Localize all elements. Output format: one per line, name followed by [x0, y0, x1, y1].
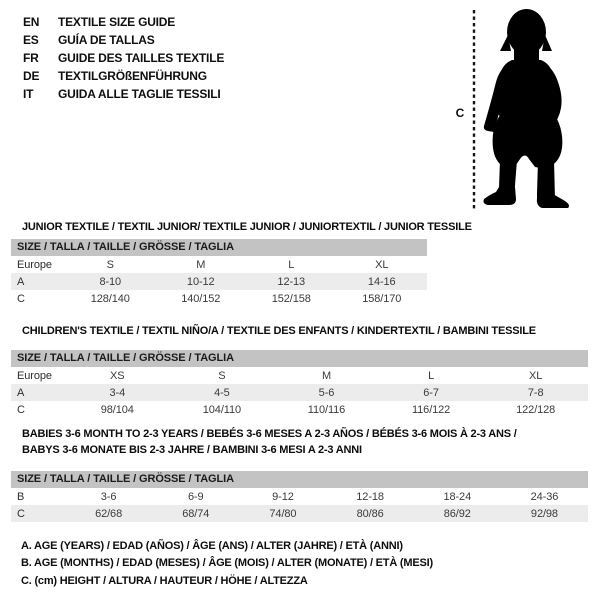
table-cell: 6-9 [187, 490, 204, 503]
table-cell: 5-6 [318, 386, 335, 399]
table-cell: 80/86 [356, 507, 384, 520]
table-body [11, 256, 427, 307]
language-code: IT [23, 87, 34, 101]
table-body [11, 367, 588, 418]
table-cell: 68/74 [182, 507, 210, 520]
table-cell: 8-10 [99, 275, 122, 288]
table-cell: 116/122 [411, 403, 451, 416]
table-title [22, 323, 536, 339]
table-cell: 98/104 [100, 403, 134, 416]
table-row [11, 488, 588, 505]
table-cell: 140/152 [181, 292, 221, 305]
table-title-line: BABYS 3-6 MONATE BIS 2-3 JAHRE / BAMBINI 3-6 MESI A 2-3 ANNI [22, 444, 362, 456]
row-label: A [17, 386, 25, 399]
table-row [11, 401, 588, 418]
toddler-silhouette [450, 2, 600, 214]
table-cell: L [288, 258, 295, 271]
table-cell: 86/92 [443, 507, 471, 520]
row-label: Europe [17, 258, 52, 271]
table-cell: 6-7 [423, 386, 439, 399]
row-label: A [17, 275, 25, 288]
table-cell: 122/128 [516, 403, 556, 416]
language-code: ES [23, 33, 39, 47]
table-cell: 12-13 [277, 275, 306, 288]
table-cell: 128/140 [90, 292, 130, 305]
table-cell: 7-8 [527, 386, 544, 399]
table-cell: S [106, 258, 114, 271]
table-cell: XS [110, 369, 125, 382]
language-code: DE [23, 69, 40, 83]
language-code: EN [23, 15, 40, 29]
table-cell: 74/80 [269, 507, 297, 520]
language-row [23, 49, 224, 67]
table-title [22, 426, 517, 458]
table-cell: 3-4 [109, 386, 126, 399]
table-cell: M [321, 369, 332, 382]
table-cell: 3-6 [100, 490, 117, 503]
table-cell: 10-12 [186, 275, 215, 288]
language-code: FR [23, 51, 39, 65]
table-title-line: BABIES 3-6 MONTH TO 2-3 YEARS / BEBÉS 3-6 MESES A 2-3 AÑOS / BÉBÉS 3-6 MOIS À 2-3 ANS / [22, 428, 517, 440]
table-cell: 158/170 [362, 292, 402, 305]
table-row [11, 367, 588, 384]
footnote: B. AGE (MONTHS) / EDAD (MESES) / ÂGE (MOIS) / ALTER (MONATE) / ETÀ (MESI) [21, 557, 433, 570]
table-row [11, 256, 427, 273]
silhouette-neck [514, 46, 539, 62]
row-label: C [17, 292, 25, 305]
table-cell: S [218, 369, 226, 382]
language-row [23, 85, 224, 103]
row-label: Europe [17, 369, 52, 382]
table-cell: 24-36 [530, 490, 559, 503]
footnote: A. AGE (YEARS) / EDAD (AÑOS) / ÂGE (ANS) / ALTER (JAHRE) / ETÀ (ANNI) [21, 540, 403, 552]
row-label: C [17, 507, 25, 520]
table-cell: 104/110 [202, 403, 242, 416]
footnote-list [21, 538, 433, 590]
table-row [11, 384, 588, 401]
table-cell: 18-24 [443, 490, 472, 503]
table-cell: 92/98 [530, 507, 558, 520]
table-cell: 152/158 [271, 292, 311, 305]
table-title-line: CHILDREN'S TEXTILE / TEXTIL NIÑO/A / TEXTILE DES ENFANTS / KINDERTEXTIL / BAMBINI TESSILE [22, 325, 536, 337]
table-title-line: JUNIOR TEXTILE / TEXTIL JUNIOR/ TEXTILE JUNIOR / JUNIORTEXTIL / JUNIOR TESSILE [22, 221, 472, 233]
language-row [23, 67, 224, 85]
children-size-table [11, 350, 588, 418]
silhouette-foot-left [484, 187, 517, 205]
footnote: C. (cm) HEIGHT / ALTURA / HAUTEUR / HÖHE / ALTEZZA [21, 574, 308, 587]
table-cell: 4-5 [214, 386, 230, 399]
row-label: C [17, 403, 25, 416]
table-row [11, 290, 427, 307]
language-list [23, 13, 224, 103]
language-label: GUÍA DE TALLAS [58, 33, 155, 47]
height-measure-label: C [455, 106, 465, 120]
table-cell: 9-12 [272, 490, 294, 503]
table-title [22, 219, 472, 235]
table-body [11, 488, 588, 522]
language-label: TEXTILE SIZE GUIDE [58, 15, 176, 29]
language-label: GUIDE DES TAILLES TEXTILE [58, 51, 225, 65]
language-label: TEXTILGRÖßENFÜHRUNG [58, 69, 207, 83]
language-label: GUIDA ALLE TAGLIE TESSILI [58, 87, 221, 101]
table-cell: 12-18 [356, 490, 384, 503]
language-row [23, 31, 224, 49]
table-cell: 62/68 [95, 507, 123, 520]
table-cell: XL [529, 369, 543, 382]
table-cell: L [428, 369, 435, 382]
table-cell: 110/116 [307, 403, 346, 416]
row-label: B [17, 490, 25, 503]
table-cell: XL [375, 258, 389, 271]
language-row [23, 13, 224, 31]
junior-size-table [11, 239, 427, 307]
babies-size-table [11, 471, 588, 522]
table-row [11, 273, 427, 290]
size-header: SIZE / TALLA / TAILLE / GRÖSSE / TAGLIA [11, 471, 588, 488]
table-row [11, 505, 588, 522]
silhouette-shorts [493, 110, 563, 168]
silhouette-foot-right [537, 192, 569, 208]
size-header: SIZE / TALLA / TAILLE / GRÖSSE / TAGLIA [11, 350, 588, 367]
table-cell: 14-16 [367, 275, 396, 288]
table-cell: M [196, 258, 206, 271]
size-header: SIZE / TALLA / TAILLE / GRÖSSE / TAGLIA [11, 239, 427, 256]
